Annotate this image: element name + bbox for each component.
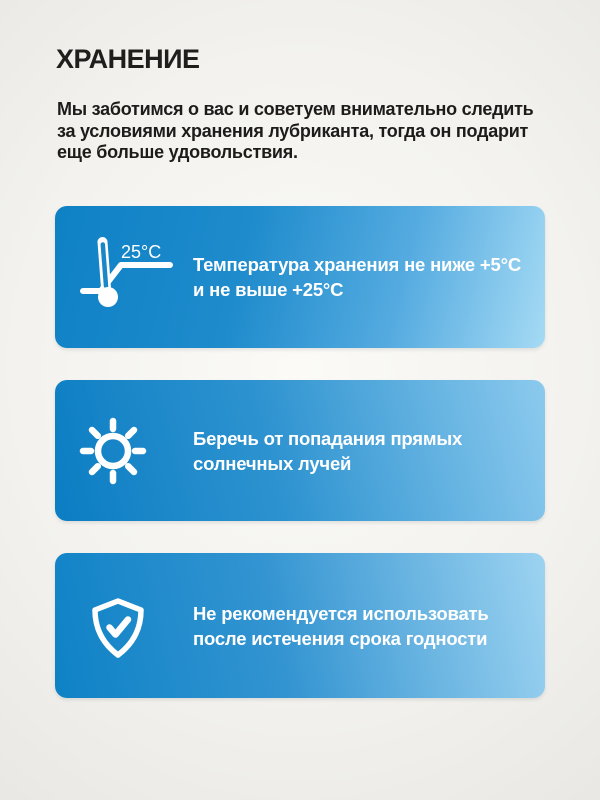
sun-icon bbox=[78, 416, 148, 486]
card-text bbox=[193, 601, 545, 651]
thermometer-icon bbox=[80, 235, 175, 319]
shield-check-icon bbox=[88, 597, 148, 659]
card-text-line: солнечных лучей bbox=[193, 452, 352, 474]
card-text-line: и не выше +25°С bbox=[193, 279, 344, 300]
card-text-line: после истечения срока годности bbox=[193, 627, 488, 649]
card-text bbox=[193, 252, 545, 302]
intro-line: за условиями хранения лубриканта, тогда он подарит bbox=[57, 120, 529, 141]
card-expiry bbox=[55, 553, 545, 698]
card-text-line: Температура хранения не ниже +5°С bbox=[193, 254, 521, 275]
card-temperature bbox=[55, 206, 545, 348]
card-text bbox=[193, 426, 545, 476]
intro-line: еще больше удовольствия. bbox=[57, 142, 298, 162]
card-icon-zone bbox=[55, 235, 193, 319]
intro-text bbox=[57, 99, 534, 164]
thermometer-temp-label: 25°C bbox=[121, 242, 162, 262]
card-sunlight bbox=[55, 380, 545, 521]
card-text-line: Беречь от попадания прямых bbox=[193, 427, 463, 449]
card-icon-zone bbox=[55, 593, 193, 659]
intro-line: Мы заботимся о вас и советуем внимательно следить bbox=[57, 99, 534, 119]
card-icon-zone bbox=[55, 416, 193, 486]
card-text-line: Не рекомендуется использовать bbox=[193, 602, 489, 624]
page-title: ХРАНЕНИЕ bbox=[56, 44, 200, 74]
